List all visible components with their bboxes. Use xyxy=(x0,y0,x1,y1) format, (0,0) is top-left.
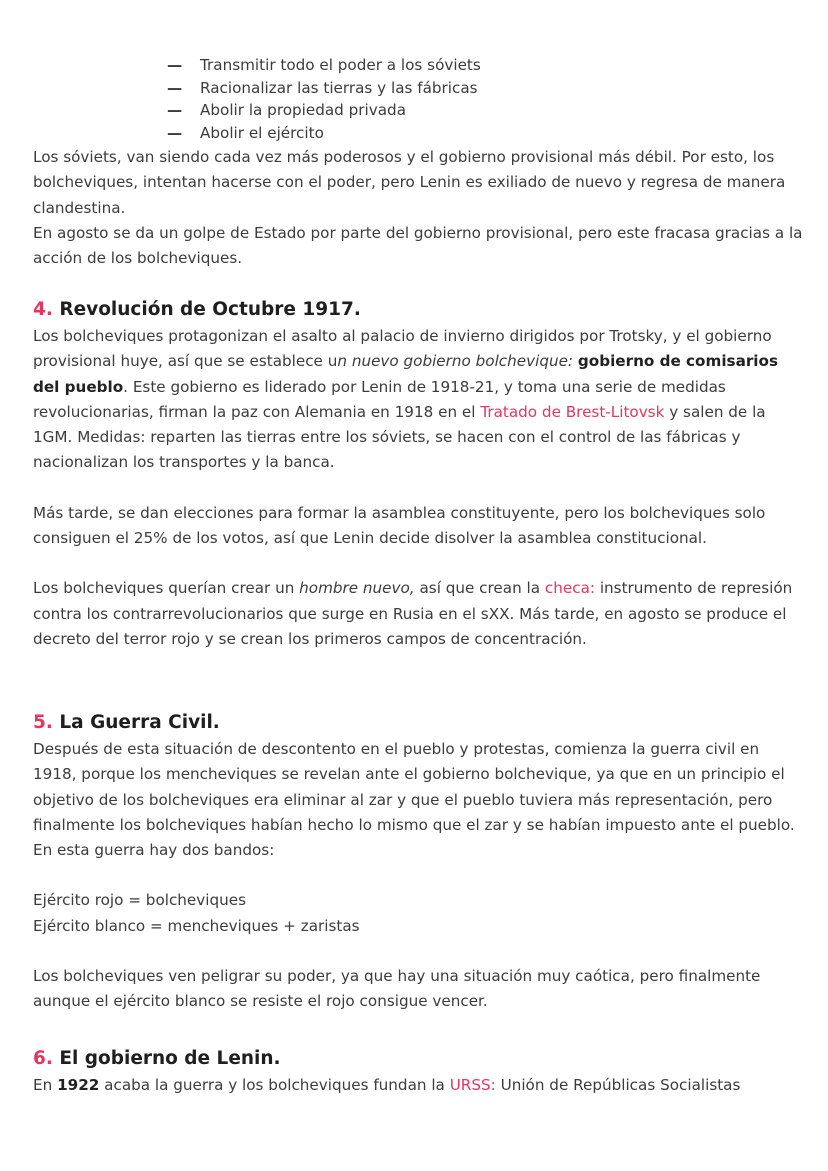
section-5-paragraph-2: Los bolcheviques ven peligrar su poder, ya que hay una situación muy caótica, pero finalmente aunque el ejército blanco se resiste el rojo consigue vencer. xyxy=(33,967,761,1011)
section-4-paragraph-2: Más tarde, se dan elecciones para formar la asamblea constituyente, pero los bolcheviques solo consiguen el 25% de los votos, así que Lenin decide disolver la asamblea constitucional. xyxy=(33,503,766,548)
section-title: Revolución de Octubre 1917. xyxy=(59,299,361,320)
section-6-paragraph-1: En 1922 acaba la guerra y los bolcheviques fundan la URSS: Unión de Repúblicas Socialistas xyxy=(33,1076,741,1094)
intro-paragraph-1: Los sóviets, van siendo cada vez más poderosos y el gobierno provisional más débil. Por esto, los bolcheviques, intentan hacerse con el poder, pero Lenin es exiliado de nuevo y regresa de manera clandestina. xyxy=(33,148,786,217)
section-6 xyxy=(33,1045,803,1098)
section-4-paragraph-1: Los bolcheviques protagonizan el asalto al palacio de invierno dirigidos por Trotsky, y el gobierno provisional huye, así que se establece un nuevo gobierno bolchevique: gobierno de comisarios del pueblo. Este gobierno es liderado por Lenin de 1918-21, y toma una serie de medidas revolucionarias, firman la paz con Alemania en 1918 en el Tratado de Brest-Litovsk y salen de la 1GM. Medidas: reparten las tierras entre los sóviets, se hacen con el control de las fábricas y nacionalizan los transportes y la banca. xyxy=(33,327,778,472)
dash-bullet-icon: — xyxy=(167,78,183,97)
section-5-heading xyxy=(33,709,803,737)
brest-litovsk-link: Tratado de Brest-Litovsk xyxy=(480,402,665,421)
intro-paragraph-2: En agosto se da un golpe de Estado por parte del gobierno provisional, pero este fracasa gracias a la acción de los bolcheviques. xyxy=(33,223,803,268)
section-4-paragraph-3: Los bolcheviques querían crear un hombre nuevo, así que crean la checa: instrumento de represión contra los contrarrevolucionarios que surge en Rusia en el sXX. Más tarde, en agosto se produce el decreto del terror rojo y se crean los primeros campos de concentración. xyxy=(33,579,793,648)
section-title: La Guerra Civil. xyxy=(59,712,220,733)
list-item: — Racionalizar las tierras y las fábricas xyxy=(165,77,481,100)
list-item: — Abolir la propiedad privada xyxy=(165,99,481,122)
side-white: Ejército blanco = mencheviques + zaristas xyxy=(33,916,360,935)
intro-section xyxy=(33,145,803,271)
section-number: 6. xyxy=(33,1048,53,1069)
section-number: 4. xyxy=(33,299,53,320)
section-4-heading xyxy=(33,296,803,324)
checa-term: checa: xyxy=(544,579,595,598)
dash-bullet-icon: — xyxy=(167,123,183,142)
side-red: Ejército rojo = bolcheviques xyxy=(33,891,247,910)
dash-bullet-icon: — xyxy=(167,101,183,119)
urss-term: URSS: xyxy=(449,1076,496,1094)
section-title: El gobierno de Lenin. xyxy=(59,1048,281,1069)
list-item: — Transmitir todo el poder a los sóviets xyxy=(165,54,481,77)
list-item: — Abolir el ejército xyxy=(165,122,481,145)
demands-list xyxy=(165,54,481,144)
section-5-paragraph-1: Después de esta situación de descontento en el pueblo y protestas, comienza la guerra civil en 1918, porque los mencheviques se revelan ante el gobierno bolchevique, ya que en un principio el objetivo de los bolcheviques era eliminar al zar y que el pueblo tuviera más representación, pero finalmente los bolcheviques habían hecho lo mismo que el zar y se habían impuesto ante el pueblo. En esta guerra hay dos bandos: xyxy=(33,740,795,860)
section-4 xyxy=(33,296,803,652)
section-number: 5. xyxy=(33,712,53,733)
section-6-heading xyxy=(33,1045,803,1073)
section-5 xyxy=(33,709,803,1015)
dash-bullet-icon: — xyxy=(167,56,183,74)
